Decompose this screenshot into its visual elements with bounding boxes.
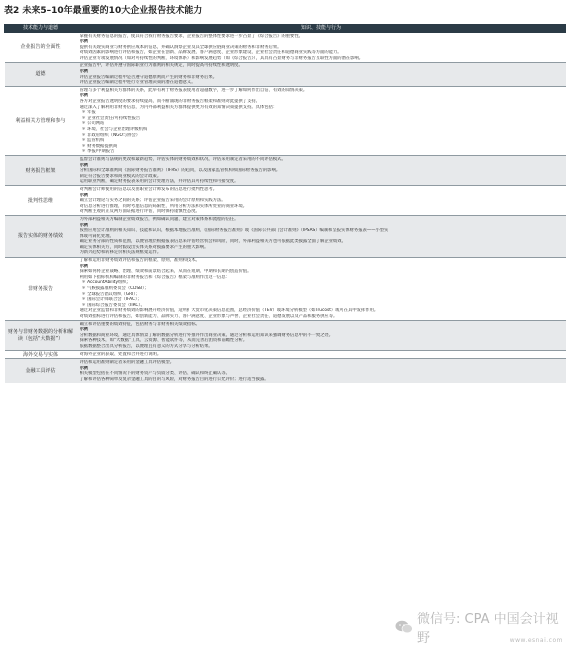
row-category: 财务报告框架 [5,156,77,186]
content-line: 确立会计理论与实务之间的关系；评估企业报告采用的会计原则和实践方法。 [79,198,226,204]
content-line: 监督会计准则与法规的更改和最新趋势，评估实体的财务绩效和状况，评估采用制定者采用的不同评估模式。 [79,156,286,162]
content-line: ＊ 全球报告倡议组织（GRI）； [81,291,140,297]
content-line: 利用如下指标机构编制的非财务报告和《综合报告》框架与准则作出这一信息： [79,274,230,280]
content-line: 探索各种技术，如“大数据”工具、云资源、智能软件等，从而完善后团资和前瞻性分析。 [79,338,248,344]
content-line: 对判断主观的正反两方面证据进行评估，同时保持谨慎性态度。 [79,209,200,215]
content-line: 了解和评估各种简单及复杂金融工具的目的与风险，对财务报告目的进行公允评价；进行适当披露。 [79,376,269,382]
content-line: ＊ AccountAbility组织； [81,280,131,286]
watermark-site: www.esnai.com [509,637,563,644]
content-line: 确立和评估重要的绩效特征，包括财务与非财务相关绩效指标。 [79,321,200,327]
example-label: 示例 [79,93,89,99]
content-line: 评估企业报告编制过程中进行专业管理决策的潜在道德意义。 [79,80,196,86]
example-label: 示例 [79,192,89,198]
content-line: 分析数据和商业环境，通过具体情景了解的数据分析进行外推并作出商业决策。通过分析和运用知识来强调财务信息中的不一致之处。 [79,332,334,338]
content-line: 对信息分析进行推理，同时考虑信息的局限性、所用分析方法和实体所处业的商业环境。 [79,203,248,209]
content-line: 制定符合报告要求和商业模式的会计政策。 [79,173,162,179]
content-line: 体或可简化处理。 [79,233,114,239]
row-content [77,359,566,383]
content-line: 确定业务分部的性质和范围，以便管理层根据报表信息来评估经营机会和风险，同时，外部利益相关方也可依据此类披露全面了解企业绩效。 [79,239,346,245]
content-line: ＊ 季报/中期报告 [81,149,115,155]
row-content [77,87,566,156]
row-content [77,156,566,186]
table-row [5,216,566,257]
table-header-row [5,25,566,33]
table-row [5,87,566,156]
table-row [5,62,566,86]
content-line: 为新兴趋势和转移定价相关法规框架运作。 [79,250,162,256]
row-category: 金融工具评估 [5,359,77,383]
content-line: 运用职业判断，确定财务报表采用的会计处理方法，并评估其可持续性和可接受度。 [79,179,239,185]
table-row [5,257,566,321]
example-label: 示例 [79,162,89,168]
content-line: ＊ 公司网站 [81,121,105,127]
example-label: 示例 [79,327,89,333]
content-line: ＊ 监管机构 [81,138,105,144]
content-line: 各方对企业报告透明度的要求持续提高，而不断涌现的非财务报告框架和准则对此提供了支持。 [79,99,260,105]
content-line: 分析国际和全球准则间《国际财务报告准则》（IFRS）的趋同，以及国家监管机构和国际财务报告的影响。 [79,168,281,174]
row-content [77,351,566,359]
content-line: 确定实体相关方，同时假设出实体关系对披露要求产生的重大影响。 [79,244,209,250]
example-label: 示例 [79,39,89,45]
content-line: 了解和运用非财务绩效评估和报告的框架、原则、准则和技术。 [79,258,200,264]
table-row [5,359,566,383]
wechat-icon [395,620,413,634]
example-label: 示例 [79,69,89,75]
content-line: 对绩效指标进行评估和报告，如创新能力、品牌实力、客户满意度、企业形象与声誉、企业社会责任、道德发展以及产品和服务供应等。 [79,314,338,319]
content-line: 提供有关现实商业与财务供应成本的信息，并确认洞察企业及其全球供应链商业决策的财务和非财务后果。 [79,44,282,50]
content-line: 相关模型包括在不同情况下的财务资产与负债分类、评估、确认和终止确认等。 [79,371,230,377]
row-category: 财务与非财务数据的分析和解读（包括“大数据”） [5,321,77,351]
content-line: ＊ 年报 [81,110,96,116]
content-line: 依据数据整合出具分析报告，以便理且有意义的方式分享与分析结果。 [79,343,213,349]
content-line: 评估企业专项发展情况（如对可持续性的判断，环境体系）和影响发展趋势（如《综合报告》），其具有凸显财务与非财务报告互联性方面的潜在影响。 [79,55,364,61]
row-category: 批判性思维 [5,186,77,216]
capabilities-table [4,24,566,383]
content-line: 评估和运用准则制定者采用的金融工具评估模型。 [79,359,175,365]
row-category: 企业报告的全面性 [5,33,77,63]
content-line: 通过对企业监督和非财务绩效的影响展开经济价值，适所扩大货币化决策信息范围，总经济价值（TEV）或环境分析模型（如Trucost）或可在其中发挥作用。 [79,308,379,314]
content-line: 按照应用会计准则的相关知识、技能和认识，根据本地报告准则、《国际财务报告准则》或《国际公共部门会计准则》（IPSAS）编制和呈报实体财务报表——小型实 [79,228,389,234]
content-line: 管理与多个利益相关方群体的关系，此举有利于财务报表使用者超越数字，进一步了解如何作出自信、有效的知情决策。 [79,87,308,93]
row-category: 道德 [5,62,77,86]
table-row [5,186,566,216]
content-line: ＊ 财务数据提供商 [81,143,118,149]
content-line: ＊ 企业社会责任/可持续性报告 [81,115,141,121]
content-line: ＊ 气候披露准则委员会（CDSB）； [81,286,149,292]
example-label: 示例 [79,263,89,269]
example-label: 示例 [79,365,89,371]
example-label: 示例 [79,222,89,228]
content-line: ＊ 非政府组织（NGO与协会） [81,132,141,138]
content-line: 对判断会计师使用的信息以及由职业会计师发布的信息进行批判性思考。 [79,186,217,192]
row-category: 利益相关方管理和参与 [5,87,77,156]
row-content [77,257,566,321]
content-line: 对海外企业的获取、处置和合并进行说明。 [79,351,162,357]
table-row [5,351,566,359]
row-content [77,216,566,257]
watermark-text: 微信号: CPA 中国会计视野 [417,612,559,646]
row-content [77,62,566,86]
table-row [5,156,566,186]
content-line: 评估企业报告编制过程中是否遵守道德原则而产生的财务和非财务后果。 [79,74,217,80]
table-row [5,321,566,351]
row-category: 非财务报告 [5,257,77,321]
page-title: 表2 未来5–10年最重要的10大企业报告技术能力 [4,6,203,16]
content-line: ＊ 环境、社会与企业治理评级机构 [81,127,148,132]
content-line: 为外部利益相关方编制企业绩效报告，例如确认问题、建立对策体系和流程的信任。 [79,216,239,222]
row-category: 海外交易与实体 [5,351,77,359]
content-line: ＊ 国际会计师联合会（IFAC）； [81,297,142,303]
content-line: 通过深入了解利用非财务信息，为内外部利益相关方群体提供更为有效的知情决策提供支持。具体包括： [79,104,278,110]
table-body [5,33,566,383]
row-content [77,186,566,216]
column-header-knowledge: 知识、技能与行为 [77,25,566,33]
row-content [77,33,566,63]
row-category: 报告实体的财务绩效 [5,216,77,257]
table-row [5,33,566,63]
content-line: 掌握有关财务信息的报告，使其符合我行财务报告要求，企业报告的整体性要求进一步凸显了《综合报告》的重要性。 [79,33,303,39]
column-header-capability: 技术能力与道德 [5,25,77,33]
content-line: 探索如何将企业战略、治理、绩效和前景结合起来，从而在短期、中期和长期内创造价值。 [79,269,252,275]
content-line: 对绩效因素的影响进行评估和报告，如企业在创新、品牌发展、客户满意度、企业形象建设、企业社会责任和道德商业实践等方面的能力。 [79,50,342,56]
content-line: ＊ 国际综合报告委员会（IIRC）。 [81,302,145,308]
content-line: 企业报告中，评估并遵守国际职业行为准则的相关规定，同时提高可持续性和透明度。 [79,63,243,69]
row-content [77,321,566,351]
